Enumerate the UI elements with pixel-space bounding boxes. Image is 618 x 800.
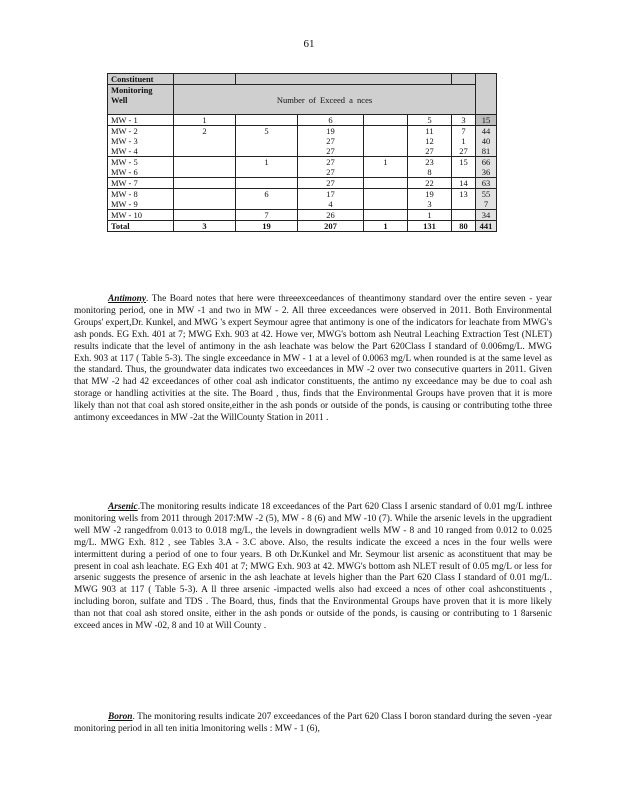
count-value: 3 xyxy=(461,115,466,125)
well-label: MW - 3 xyxy=(111,136,138,146)
count-value: 23 xyxy=(425,157,434,167)
count-cell xyxy=(236,210,298,221)
count-cell xyxy=(298,126,364,157)
total-cell: 3 xyxy=(174,221,236,232)
count-value xyxy=(239,115,294,125)
count-value: 1 xyxy=(427,210,432,220)
well-cell xyxy=(108,126,174,157)
count-value: 5 xyxy=(264,126,269,136)
count-value: 1 xyxy=(202,115,207,125)
section-heading: Arsenic xyxy=(108,502,138,512)
total-count-value: 66 xyxy=(481,157,491,167)
count-cell xyxy=(174,189,236,210)
total-cell: 131 xyxy=(408,221,452,232)
count-value: 6 xyxy=(264,189,269,199)
total-count-value: 63 xyxy=(481,178,491,188)
count-value xyxy=(367,178,404,188)
count-cell xyxy=(298,157,364,178)
total-count-value: 81 xyxy=(481,146,491,156)
count-cell xyxy=(364,115,408,126)
count-cell xyxy=(408,178,452,189)
table-row xyxy=(108,178,497,189)
well-cell xyxy=(108,210,174,221)
section-boron xyxy=(74,712,552,736)
count-cell xyxy=(364,157,408,178)
count-cell xyxy=(364,210,408,221)
count-cell xyxy=(174,178,236,189)
total-count-value: 15 xyxy=(481,115,491,125)
count-value: 7 xyxy=(264,210,269,220)
count-value xyxy=(367,189,404,199)
section-antimony xyxy=(74,294,552,425)
section-heading: Boron xyxy=(108,712,133,722)
total-count-cell xyxy=(476,126,497,157)
count-cell xyxy=(174,157,236,178)
count-value: 7 xyxy=(461,126,466,136)
well-label: MW - 2 xyxy=(111,126,138,136)
count-value: 27 xyxy=(326,178,335,188)
well-label: MW - 6 xyxy=(111,167,138,177)
total-count-value: 44 xyxy=(481,126,491,136)
total-cell: 207 xyxy=(298,221,364,232)
count-value: 6 xyxy=(328,115,333,125)
count-value: 5 xyxy=(427,115,432,125)
well-label: MW - 5 xyxy=(111,157,138,167)
count-value xyxy=(367,126,404,136)
count-value: 26 xyxy=(326,210,335,220)
count-cell xyxy=(174,210,236,221)
section-heading: Antimony xyxy=(108,294,147,304)
count-value: 27 xyxy=(326,157,335,167)
count-cell xyxy=(408,157,452,178)
table-row xyxy=(108,157,497,178)
total-count-value: 34 xyxy=(481,210,491,220)
count-value xyxy=(177,210,232,220)
count-value: 12 xyxy=(425,136,434,146)
count-cell xyxy=(408,126,452,157)
count-cell xyxy=(298,115,364,126)
total-count-cell xyxy=(476,115,497,126)
count-value: 1 xyxy=(383,157,388,167)
well-cell xyxy=(108,115,174,126)
count-value: 1 xyxy=(461,136,466,146)
count-value: 27 xyxy=(459,146,468,156)
count-value: 3 xyxy=(427,199,432,209)
section-text: . The Board notes that here were threeexceedances of theantimony standard over the entire seven - year monitoring period, one in MW -1 and two in MW - 2. All three exceedances were observed in 2011. Both Environmental Groups' expert,Dr. Kunkel, and MWG 's expert Seymour agree that antimony is one of the indicators for leachate from MWG's ash ponds. EG Exh. 401 at 7; MWG Exh. 903 at 42. Howe ver, MWG's bottom ash Neutral Leaching Extraction Test (NLET) results indicate that the level of antimony in the ash leachate was below the Part 620Class I standard of 0.006mg/L. MWG Exh. 903 at 117 ( Table 5-3). The single exceedance in MW - 1 at a level of 0.0063 mg/L when rounded is at the same level as the standard. Thus, the groundwater data indicates two exceedances in MW -2 over two consecutive quarters in 2011. Given that MW -2 had 42 exceedances of other coal ash indicator constituents, the antimo ny exceedance may be due to coal ash storage or handling activities at the site. The Board , thus, finds that the Environmental Groups have proven that it is more likely than not that coal ash stored onsite,either in the ash ponds or outside of the ponds, is causing or contributing tothe three antimony exceedances in MW -2at the WillCounty Station in 2011 . xyxy=(74,294,552,424)
count-value: 2 xyxy=(202,126,207,136)
total-label: Total xyxy=(108,221,174,232)
well-label: MW - 1 xyxy=(111,115,138,125)
count-cell xyxy=(452,115,476,126)
count-value: 19 xyxy=(326,126,335,136)
well-label: MW - 10 xyxy=(111,210,143,220)
count-value: 27 xyxy=(326,146,335,156)
monitoring-well-label: Monitoring Well xyxy=(108,85,174,115)
count-value: 19 xyxy=(425,189,434,199)
count-cell xyxy=(236,189,298,210)
count-cell xyxy=(298,210,364,221)
count-value: 13 xyxy=(459,189,468,199)
count-cell xyxy=(452,210,476,221)
total-row xyxy=(108,221,497,232)
count-cell xyxy=(408,189,452,210)
count-cell xyxy=(236,126,298,157)
total-cell: 1 xyxy=(364,221,408,232)
count-value: 4 xyxy=(328,199,333,209)
count-cell xyxy=(452,157,476,178)
count-value: 27 xyxy=(326,167,335,177)
count-cell xyxy=(452,178,476,189)
number-of-exceedances-header: Number of Exceed a nces xyxy=(174,85,476,115)
well-label: MW - 9 xyxy=(111,199,138,209)
count-value: 27 xyxy=(425,146,434,156)
total-count-cell xyxy=(476,189,497,210)
count-value xyxy=(367,115,404,125)
count-cell xyxy=(298,178,364,189)
total-cell: 80 xyxy=(452,221,476,232)
section-arsenic xyxy=(74,502,552,633)
count-cell xyxy=(364,126,408,157)
constituent-label: Constituent xyxy=(108,74,174,85)
count-cell xyxy=(364,178,408,189)
count-value xyxy=(367,210,404,220)
count-value: 8 xyxy=(427,167,432,177)
table-row xyxy=(108,126,497,157)
count-cell xyxy=(298,189,364,210)
well-cell xyxy=(108,178,174,189)
well-cell xyxy=(108,157,174,178)
total-count-cell xyxy=(476,178,497,189)
count-value: 22 xyxy=(425,178,434,188)
count-value: 14 xyxy=(459,178,468,188)
count-cell xyxy=(452,189,476,210)
count-cell xyxy=(408,115,452,126)
count-cell xyxy=(364,189,408,210)
total-count-cell xyxy=(476,157,497,178)
well-cell xyxy=(108,189,174,210)
total-count-value: 40 xyxy=(481,136,491,146)
count-cell xyxy=(408,210,452,221)
count-value xyxy=(177,178,232,188)
count-cell xyxy=(174,126,236,157)
count-cell xyxy=(236,157,298,178)
count-value: 11 xyxy=(425,126,434,136)
total-cell: 19 xyxy=(236,221,298,232)
count-value: 17 xyxy=(326,189,335,199)
count-cell xyxy=(174,115,236,126)
section-text: .The monitoring results indicate 18 exceedances of the Part 620 Class I arsenic standard of 0.01 mg/L inthree monitoring wells from 2011 through 2017:MW -2 (5), MW - 8 (6) and MW -10 (7). While the arsenic levels in the upgradient well MW -2 rangedfrom 0.013 to 0.018 mg/L, the levels in downgradient wells MW - 8 and 10 ranged from 0.012 to 0.025 mg/L. MWG Exh. 812 , see Tables 3.A - 3.C above. Also, the results indicate the exceed a nces in the four wells were intermittent during a period of one to four years. B oth Dr.Kunkel and Mr. Seymour list arsenic as aconstituent that may be present in coal ash leachate. EG Exh 401 at 7; MWG Exh. 903 at 42. MWG's bottom ash NLET result of 0.05 mg/L or less for arsenic suggests the presence of arsenic in the ash leachate at levels higher than the Part 620 Class I standard of 0.01 mg/L. MWG 903 at 117 ( Table 5-3). A ll three arsenic -impacted wells also had exceed a nces of other coal ashconstituents , including boron, sulfate and TDS . The Board, thus, finds that the Environmental Groups have proven that it is more likely than not that coal ash stored onsite, either in the ash ponds or outside of the ponds, is causing or contributing to 1 8arsenic exceed ances in MW -02, 8 and 10 at Will County . xyxy=(74,502,552,632)
count-cell xyxy=(236,115,298,126)
total-count-value: 55 xyxy=(481,189,491,199)
table-row xyxy=(108,189,497,210)
count-value xyxy=(177,157,232,167)
table-row xyxy=(108,210,497,221)
count-cell xyxy=(452,126,476,157)
count-value xyxy=(177,189,232,199)
table-header-constituent xyxy=(108,74,497,85)
section-text: . The monitoring results indicate 207 exceedances of the Part 620 Class I boron standard during the seven -year monitoring period in all ten initia lmonitoring wells : MW - 1 (6), xyxy=(74,712,552,734)
count-value: 15 xyxy=(459,157,468,167)
well-label: MW - 7 xyxy=(111,178,138,188)
well-label: MW - 8 xyxy=(111,189,138,199)
total-cell: 441 xyxy=(476,221,497,232)
well-label: MW - 4 xyxy=(111,146,138,156)
count-value: 27 xyxy=(326,136,335,146)
count-value: 1 xyxy=(264,157,269,167)
total-count-value: 7 xyxy=(483,199,489,209)
table-row xyxy=(108,115,497,126)
count-value xyxy=(239,178,294,188)
total-count-value: 36 xyxy=(481,167,491,177)
total-count-cell xyxy=(476,210,497,221)
exceedances-table xyxy=(107,73,497,232)
table-header-well xyxy=(108,85,497,115)
page-number: 61 xyxy=(303,38,315,50)
count-cell xyxy=(236,178,298,189)
